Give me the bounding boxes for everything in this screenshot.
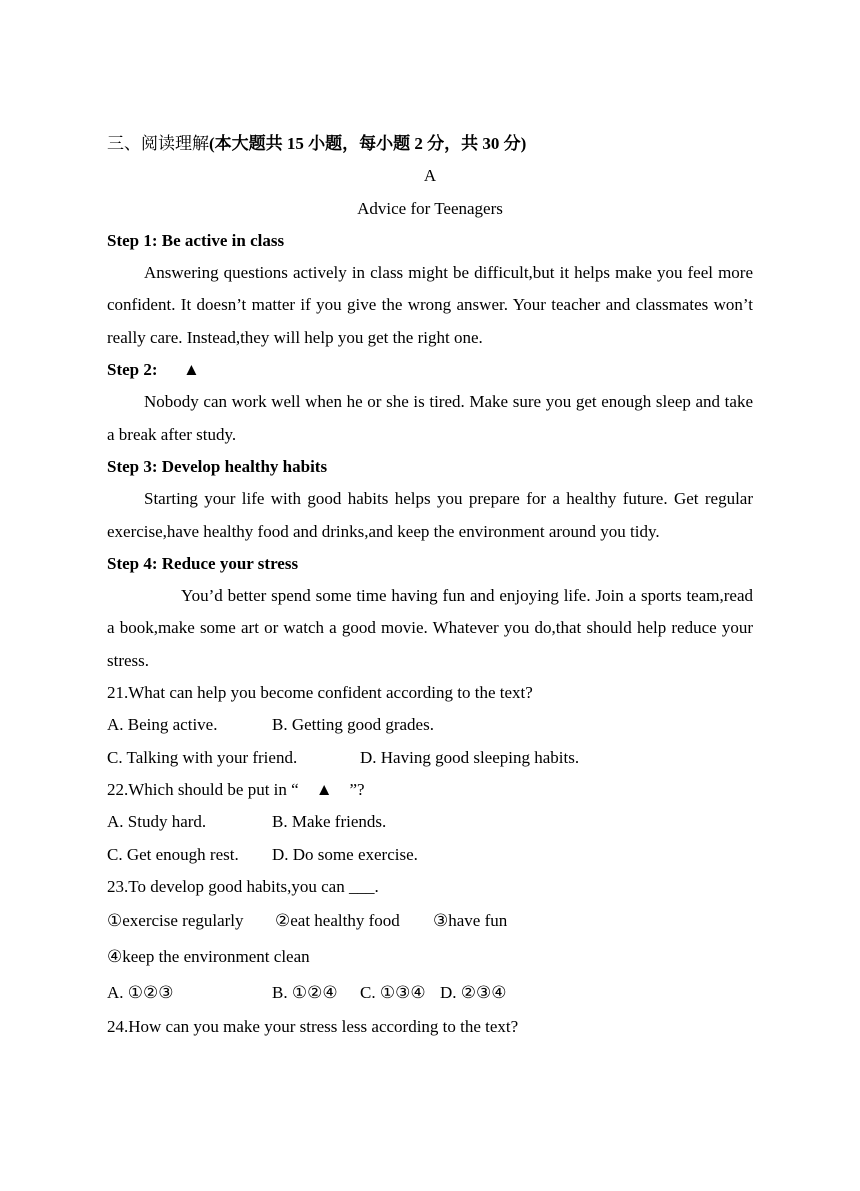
q23-option-a: A. ①②③ <box>107 983 174 1003</box>
q22-stem: 22.Which should be put in “ ▲ ”? <box>107 779 365 799</box>
step-1-text: Answering questions actively in class might be difficult,but it helps make you feel more confident. It doesn’t matter if you give the wrong answer. Your teacher and classmates won’t really care. Instead,they will help you get the right one. <box>107 263 753 347</box>
q23-stem: 23.To develop good habits,you can ___. <box>107 876 379 896</box>
q24-stem: 24.How can you make your stress less according to the text? <box>107 1017 519 1037</box>
section-header <box>107 128 753 160</box>
q22-option-b: B. Make friends. <box>272 812 387 832</box>
q23-option-d: D. ②③④ <box>440 983 507 1003</box>
q21-options-row-1 <box>107 709 753 741</box>
q23-items-row-2 <box>107 939 753 975</box>
passage-title: Advice for Teenagers <box>357 198 503 218</box>
step-4-heading: Step 4: Reduce your stress <box>107 553 299 573</box>
q23-item-2: ②eat healthy food <box>275 911 400 931</box>
step-4-text: You’d better spend some time having fun and enjoying life. Join a sports team,read a book,make some art or watch a good movie. Whatever you do,that should help reduce your stress. <box>107 586 753 670</box>
section-detail: (本大题共 15 小题，每小题 2 分，共 30 分) <box>209 134 527 153</box>
step-1-heading: Step 1: Be active in class <box>107 230 285 250</box>
q22-options-row-1 <box>107 806 753 838</box>
q22-option-d: D. Do some exercise. <box>272 844 418 864</box>
q21-stem: 21.What can help you become confident according to the text? <box>107 683 533 703</box>
step-2-heading: Step 2: ▲ <box>107 360 200 380</box>
q23-items-row-1 <box>107 903 753 939</box>
q21-option-d: D. Having good sleeping habits. <box>360 747 580 767</box>
q23-item-1: ①exercise regularly <box>107 911 244 931</box>
q23-option-b: B. ①②④ <box>272 983 338 1003</box>
passage-letter: A <box>423 166 437 186</box>
step-2-text: Nobody can work well when he or she is tired. Make sure you get enough sleep and take a break after study. <box>107 392 753 444</box>
q21-option-a: A. Being active. <box>107 715 218 735</box>
q23-option-c: C. ①③④ <box>360 983 426 1003</box>
q21-option-b: B. Getting good grades. <box>272 715 434 735</box>
step-3-heading: Step 3: Develop healthy habits <box>107 456 328 476</box>
q22-options-row-2 <box>107 839 753 871</box>
q22-option-a: A. Study hard. <box>107 812 207 832</box>
exam-page <box>107 128 753 1043</box>
section-prefix: 三、阅读理解 <box>107 134 209 153</box>
q23-options-row <box>107 975 753 1011</box>
step-3-text: Starting your life with good habits helps you prepare for a healthy future. Get regular exercise,have healthy food and drinks,and keep the environment around you tidy. <box>107 489 753 541</box>
q23-item-4: ④keep the environment clean <box>107 947 310 967</box>
q21-options-row-2 <box>107 742 753 774</box>
q22-option-c: C. Get enough rest. <box>107 844 239 864</box>
q23-item-3: ③have fun <box>433 911 508 931</box>
q21-option-c: C. Talking with your friend. <box>107 747 298 767</box>
